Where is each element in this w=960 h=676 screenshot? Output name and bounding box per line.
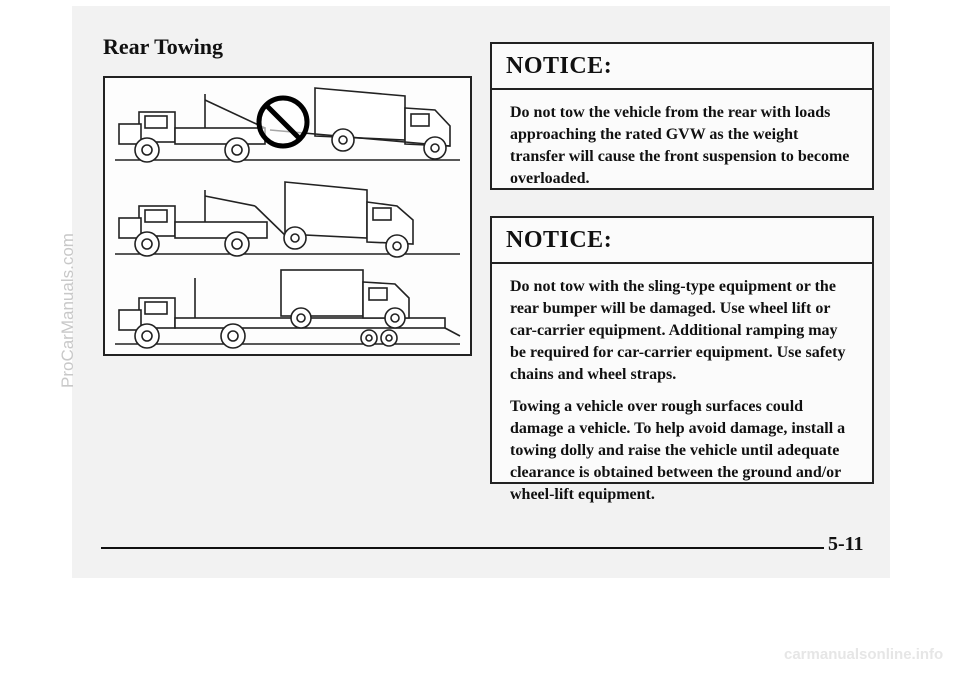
tow-panel-wheel-lift: [115, 182, 460, 257]
no-symbol-icon: [259, 98, 307, 146]
notice-box-sling: [490, 216, 874, 503]
tow-panel-sling: [115, 88, 460, 162]
tow-panel-car-carrier: [115, 270, 460, 348]
notice-text: Do not tow with the sling-type equipment or the rear bumper will be damaged. Use wheel lift or car-carrier equipment. Additional ramping may be required for car-carrier equipment. Use safety chains and wheel straps.: [510, 278, 846, 383]
section-title: Rear Towing: [103, 34, 224, 59]
watermark: [58, 128, 86, 388]
rear-towing-illustration: [103, 76, 472, 356]
site-mark: carmanualsonline.info: [784, 646, 944, 663]
notice-text: Towing a vehicle over rough surfaces could damage a vehicle. To help avoid damage, install a towing dolly and raise the vehicle until adequate clearance is obtained between the ground and/or wheel-lift equipment.: [510, 398, 846, 503]
notice-heading: NOTICE:: [492, 44, 872, 90]
page-number: 5-11: [828, 533, 864, 555]
tow-truck-2: [119, 190, 290, 256]
box-van-2: [284, 182, 413, 257]
notice-box-gvw: [490, 42, 874, 190]
watermark-text: ProCarManuals.com: [58, 233, 77, 388]
notice-text: Do not tow the vehicle from the rear with loads approaching the rated GVW as the weight transfer will cause the front suspension to become overloaded.: [510, 104, 850, 187]
footer-rule: [101, 547, 824, 549]
notice-heading: NOTICE:: [492, 218, 872, 264]
tow-truck-1: [119, 94, 265, 162]
